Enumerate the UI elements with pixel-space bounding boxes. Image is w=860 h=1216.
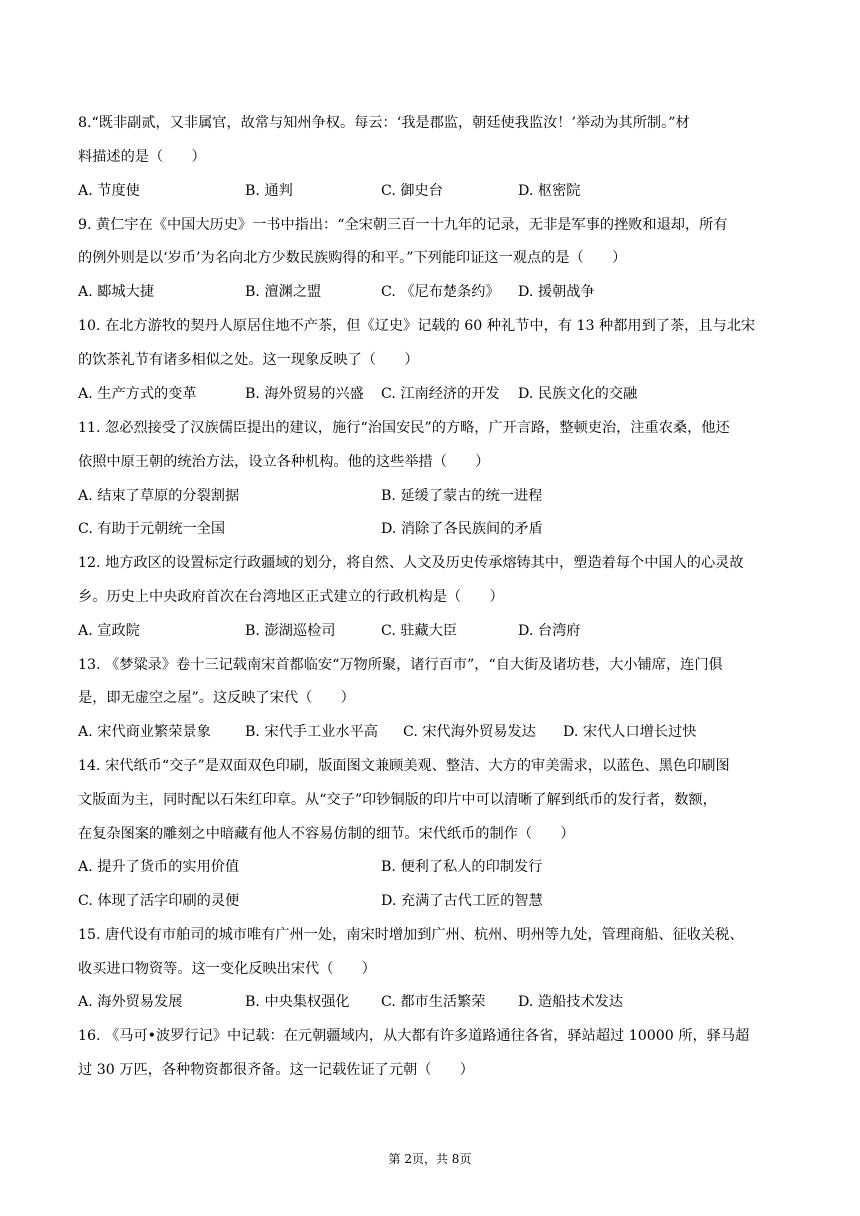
question-11-stem-line-1: 11. 忽必烈接受了汉族儒臣提出的建议，施行“治国安民”的方略，广开言路，整顿吏治，注重农桑，他还 [78, 420, 730, 436]
question-12-option-d: D. 台湾府 [518, 623, 581, 639]
question-10-stem-line-2: 的饮茶礼节有诸多相似之处。这一现象反映了（ ） [78, 352, 419, 368]
question-16-stem-line-2: 过 30 万匹，各种物资都很齐备。这一记载佐证了元朝（ ） [78, 1062, 474, 1078]
question-8-option-c: C. 御史台 [381, 183, 443, 199]
question-13-option-c: C. 宋代海外贸易发达 [403, 724, 536, 740]
question-13-stem-line-2: 是，即无虚空之屋”。这反映了宋代（ ） [78, 690, 355, 706]
question-15-option-b: B. 中央集权强化 [245, 994, 350, 1010]
question-8-stem-line-1: 8.“既非副贰，又非属官，故常与知州争权。每云：‘我是郡监，朝廷使我监汝！’举动为其所制。”材 [78, 115, 690, 131]
question-14-option-a: A. 提升了货币的实用价值 [78, 859, 240, 875]
question-10-option-d: D. 民族文化的交融 [518, 386, 638, 402]
question-12-stem-line-1: 12. 地方政区的设置标定行政疆域的划分，将自然、人文及历史传承熔铸其中，塑造着每个中国人的心灵故 [78, 555, 744, 571]
question-13-option-a: A. 宋代商业繁荣景象 [78, 724, 211, 740]
question-11-option-d: D. 消除了各民族间的矛盾 [381, 521, 543, 537]
question-14-stem-line-1: 14. 宋代纸币“交子”是双面双色印刷，版面图文兼顾美观、整洁、大方的审美需求，以蓝色、黑色印刷图 [78, 758, 730, 774]
question-9-stem-line-2: 的例外则是以‘岁币’为名向北方少数民族购得的和平。”下列能印证这一观点的是（ ） [78, 250, 627, 266]
question-15-option-d: D. 造船技术发达 [518, 994, 624, 1010]
question-8-option-a: A. 节度使 [78, 183, 140, 199]
question-13-option-b: B. 宋代手工业水平高 [245, 724, 378, 740]
question-8-option-d: D. 枢密院 [518, 183, 581, 199]
question-10-option-b: B. 海外贸易的兴盛 [245, 386, 364, 402]
page-footer: 第 2页，共 8页 [388, 1152, 472, 1166]
question-10-stem-line-1: 10. 在北方游牧的契丹人原居住地不产茶，但《辽史》记载的 60 种礼节中，有 13 种都用到了茶，且与北宋 [78, 318, 756, 334]
question-9-stem-line-1: 9. 黄仁宇在《中国大历史》一书中指出：“全宋朝三百一十九年的记录，无非是军事的挫败和退却，所有 [78, 217, 728, 233]
question-11-option-a: A. 结束了草原的分裂割据 [78, 488, 240, 504]
question-9-option-c: C. 《尼布楚条约》 [381, 284, 500, 300]
question-13-stem-line-1: 13. 《梦粱录》卷十三记载南宋首都临安“万物所聚，诸行百市”，“自大街及诸坊巷，大小铺席，连门俱 [78, 657, 723, 673]
question-13-option-d: D. 宋代人口增长过快 [563, 724, 697, 740]
question-11-option-c: C. 有助于元朝统一全国 [78, 521, 226, 537]
question-10-option-a: A. 生产方式的变革 [78, 386, 197, 402]
question-8-option-b: B. 通判 [245, 183, 293, 199]
question-14-option-d: D. 充满了古代工匠的智慧 [381, 893, 543, 909]
question-15-option-a: A. 海外贸易发展 [78, 994, 183, 1010]
question-11-stem-line-2: 依照中原王朝的统治方法，设立各种机构。他的这些举措（ ） [78, 454, 490, 470]
question-12-option-a: A. 宣政院 [78, 623, 140, 639]
question-15-option-c: C. 都市生活繁荣 [381, 994, 486, 1010]
question-14-option-b: B. 便利了私人的印制发行 [381, 859, 543, 875]
question-9-option-d: D. 援朝战争 [518, 284, 595, 300]
question-9-option-a: A. 郾城大捷 [78, 284, 155, 300]
question-16-stem-line-1: 16. 《马可•波罗行记》中记载：在元朝疆域内，从大都有许多道路通往各省，驿站超过 10000 所，驿马超 [78, 1028, 750, 1044]
question-12-option-c: C. 驻藏大臣 [381, 623, 458, 639]
question-9-option-b: B. 澶渊之盟 [245, 284, 322, 300]
question-10-option-c: C. 江南经济的开发 [381, 386, 500, 402]
question-12-stem-line-2: 乡。历史上中央政府首次在台湾地区正式建立的行政机构是（ ） [78, 589, 504, 605]
question-15-stem-line-1: 15. 唐代设有市舶司的城市唯有广州一处，南宋时增加到广州、杭州、明州等九处，管理商船、征收关税、 [78, 927, 744, 943]
question-14-stem-line-3: 在复杂图案的雕刻之中暗藏有他人不容易仿制的细节。宋代纸币的制作（ ） [78, 826, 575, 842]
question-14-stem-line-2: 文版面为主，同时配以石朱红印章。从“交子”印钞铜版的印片中可以清晰了解到纸币的发行者，数额， [78, 792, 717, 808]
question-8-stem-line-2: 料描述的是（ ） [78, 149, 206, 165]
question-15-stem-line-2: 收买进口物资等。这一变化反映出宋代（ ） [78, 961, 376, 977]
question-14-option-c: C. 体现了活字印刷的灵便 [78, 893, 240, 909]
question-11-option-b: B. 延缓了蒙古的统一进程 [381, 488, 543, 504]
question-12-option-b: B. 澎湖巡检司 [245, 623, 336, 639]
